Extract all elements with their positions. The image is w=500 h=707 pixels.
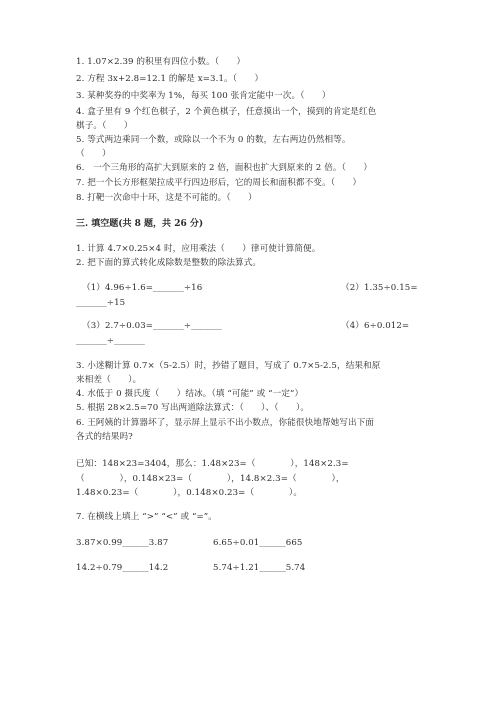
compare-2b: 5.74÷1.21______5.74 [213, 563, 306, 573]
fill-q7: 7. 在横线上填上 “>” “<” 或 “=”。 [76, 512, 217, 522]
fill-q2-part2-cont: _______÷15 [76, 298, 126, 308]
judge-item-5-cont: （ ） [76, 149, 111, 159]
judge-item-3: 3. 某种奖券的中奖率为 1%，每买 100 张肯定能中一次。（ ） [76, 91, 331, 101]
fill-q1: 1. 计算 4.7×0.25×4 时，应用乘法（ ）律可使计算简便。 [76, 244, 321, 254]
fill-q6-line3: 1.48×0.23=（ ），0.148×0.23=（ ）。 [76, 488, 303, 498]
fill-q3-cont: 来相差（ ）。 [76, 375, 142, 385]
fill-q2-part3: （3）2.7÷0.03=_______÷_______ [82, 321, 222, 331]
fill-q2: 2. 把下面的算式转化成除数是整数的除法算式。 [76, 258, 262, 268]
judge-item-1: 1. 1.07×2.39 的积里有四位小数。（ ） [76, 57, 246, 67]
fill-q2-part2: （2）1.35÷0.15= [341, 283, 418, 293]
fill-q6: 6. 王阿姨的计算器坏了，显示屏上显示不出小数点，你能很快地帮她写出下面 [76, 418, 375, 428]
fill-q6-line2: （ ），0.148×23=（ ），14.8×2.3=（ ）， [76, 474, 345, 484]
compare-2a: 14.2÷0.79______14.2 [76, 563, 169, 573]
judge-item-5: 5. 等式两边乘同一个数，或除以一个不为 0 的数，左右两边仍然相等。 [76, 135, 351, 145]
section-title: 三. 填空题(共 8 题，共 26 分) [76, 219, 204, 229]
fill-q5: 5. 根据 28×2.5=70 写出两道除法算式：（ ）、（ ）。 [76, 403, 310, 413]
compare-1b: 6.65÷0.01______665 [213, 538, 303, 548]
judge-item-6: 6. 一个三角形的高扩大到原来的 2 倍，面积也扩大到原来的 2 倍。（ ） [76, 163, 373, 173]
fill-q2-part4: （4）6÷0.012= [341, 321, 410, 331]
fill-q6-cont: 各式的结果吗? [76, 432, 133, 442]
judge-item-8: 8. 打靶一次命中十环，这是不可能的。（ ） [76, 193, 257, 203]
judge-item-7: 7. 把一个长方形框架拉成平行四边形后，它的周长和面积都不变。（ ） [76, 178, 362, 188]
fill-q2-part4-cont: _______÷_______ [76, 336, 145, 346]
judge-item-4-cont: 棋子。（ ） [76, 121, 133, 131]
fill-q6-known: 已知：148×23=3404，那么：1.48×23=（ ），148×2.3= [76, 459, 349, 469]
fill-q4: 4. 水低于 0 摄氏度（ ）结冰。（填 “可能” 或 “一定”） [76, 389, 304, 399]
compare-1a: 3.87×0.99______3.87 [76, 538, 169, 548]
judge-item-4: 4. 盒子里有 9 个红色棋子，2 个黄色棋子，任意摸出一个，摸到的肯定是红色 [76, 107, 377, 117]
fill-q2-part1: （1）4.96÷1.6=_______÷16 [82, 283, 203, 293]
fill-q3: 3. 小迷糊计算 0.7×（5-2.5）时，抄错了题目，写成了 0.7×5-2.5，结果和原 [76, 361, 381, 371]
judge-item-2: 2. 方程 3x+2.8=12.1 的解是 x=3.1。（ ） [76, 74, 264, 84]
